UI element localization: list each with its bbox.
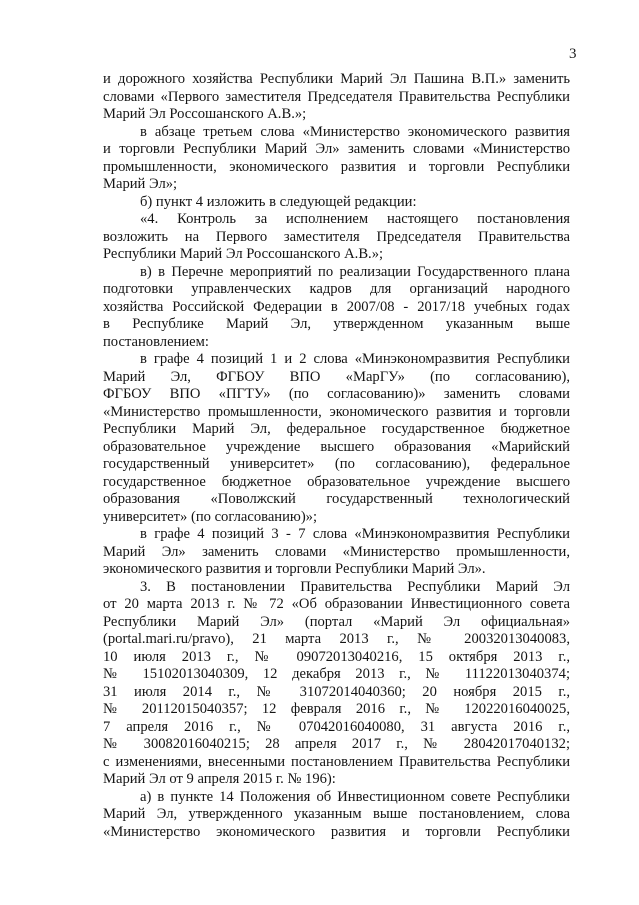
text-line: постановлением: bbox=[103, 333, 209, 350]
text-line: Марий Эл, утвержденного указанным выше постановлением, слова bbox=[103, 806, 570, 822]
text-line: № 20112015040357; 12 февраля 2016 г., № 12022016040025, bbox=[103, 701, 570, 717]
text-line: № 30082016040215; 28 апреля 2017 г., № 28042017040132; bbox=[103, 736, 570, 752]
text-line: государственный университет» (по согласованию), федеральное bbox=[103, 456, 570, 472]
text-line: Республики Марий Эл, федеральное государственное бюджетное bbox=[103, 421, 570, 437]
text-line: в графе 4 позиций 3 - 7 слова «Минэкономразвития Республики bbox=[140, 526, 570, 542]
text-line: Марий Эл» заменить словами «Министерство промышленности, bbox=[103, 543, 570, 560]
text-line: «Министерство экономического развития и торговли Республики bbox=[103, 823, 570, 840]
text-line: с изменениями, внесенными постановлением Правительства Республики bbox=[103, 753, 570, 770]
text-line: (portal.mari.ru/pravo), 21 марта 2013 г., № 20032013040083, bbox=[103, 631, 570, 647]
text-line: подготовки управленческих кадров для организаций народного bbox=[103, 281, 570, 297]
text-line: университет» (по согласованию)»; bbox=[103, 508, 318, 525]
text-line: в) в Перечне мероприятий по реализации Государственного плана bbox=[140, 263, 570, 280]
text-line: возложить на Первого заместителя Председателя Правительства bbox=[103, 228, 570, 245]
text-line: Марий Эл»; bbox=[103, 176, 178, 192]
text-line: Республики Марий Эл» (портал «Марий Эл официальная» bbox=[103, 613, 570, 630]
text-line: государственное бюджетное образовательное учреждение высшего bbox=[103, 473, 570, 490]
text-line: 7 апреля 2016 г., № 07042016040080, 31 августа 2016 г., bbox=[103, 718, 570, 735]
text-line: хозяйства Российской Федерации в 2007/08 - 2017/18 учебных годах bbox=[103, 298, 570, 315]
text-line: № 15102013040309, 12 декабря 2013 г., № 11122013040374; bbox=[103, 666, 570, 682]
text-line: образования «Поволжский государственный технологический bbox=[103, 491, 570, 507]
text-line: словами «Первого заместителя Председателя Правительства Республики bbox=[103, 88, 570, 105]
text-line: Республики Марий Эл Россошанского А.В.»; bbox=[103, 246, 384, 262]
text-line: в графе 4 позиций 1 и 2 слова «Минэкономразвития Республики bbox=[140, 351, 570, 367]
text-line: экономического развития и торговли Республики Марий Эл». bbox=[103, 561, 486, 577]
text-line: от 20 марта 2013 г. № 72 «Об образовании Инвестиционного совета bbox=[103, 596, 570, 612]
text-line: б) пункт 4 изложить в следующей редакции: bbox=[140, 193, 417, 210]
text-line: Марий Эл от 9 апреля 2015 г. № 196): bbox=[103, 771, 336, 787]
text-line: и торговли Республики Марий Эл» заменить словами «Министерство bbox=[103, 141, 570, 157]
text-line: «4. Контроль за исполнением настоящего постановления bbox=[140, 211, 570, 227]
text-line: и дорожного хозяйства Республики Марий Эл Пашина В.П.» заменить bbox=[103, 71, 570, 87]
text-line: ФГБОУ ВПО «ПГТУ» (по согласованию)» заменить словами bbox=[103, 386, 570, 402]
text-line: Марий Эл, ФГБОУ ВПО «МарГУ» (по согласованию), bbox=[103, 368, 570, 385]
text-line: 31 июля 2014 г., № 31072014040360; 20 ноября 2015 г., bbox=[103, 683, 570, 700]
text-line: образовательное учреждение высшего образования «Марийский bbox=[103, 438, 570, 455]
text-line: промышленности, экономического развития и торговли Республики bbox=[103, 158, 570, 175]
document-body bbox=[103, 71, 570, 841]
text-line: «Министерство промышленности, экономического развития и торговли bbox=[103, 403, 570, 420]
text-line: а) в пункте 14 Положения об Инвестиционном совете Республики bbox=[140, 788, 570, 805]
text-line: 3. В постановлении Правительства Республики Марий Эл bbox=[140, 578, 570, 595]
text-line: в Республике Марий Эл, утвержденном указанным выше bbox=[103, 316, 570, 332]
text-line: в абзаце третьем слова «Министерство экономического развития bbox=[140, 123, 570, 140]
page-number: 3 bbox=[569, 46, 577, 62]
text-line: Марий Эл Россошанского А.В.»; bbox=[103, 106, 307, 122]
text-line: 10 июля 2013 г., № 09072013040216, 15 октября 2013 г., bbox=[103, 648, 570, 665]
